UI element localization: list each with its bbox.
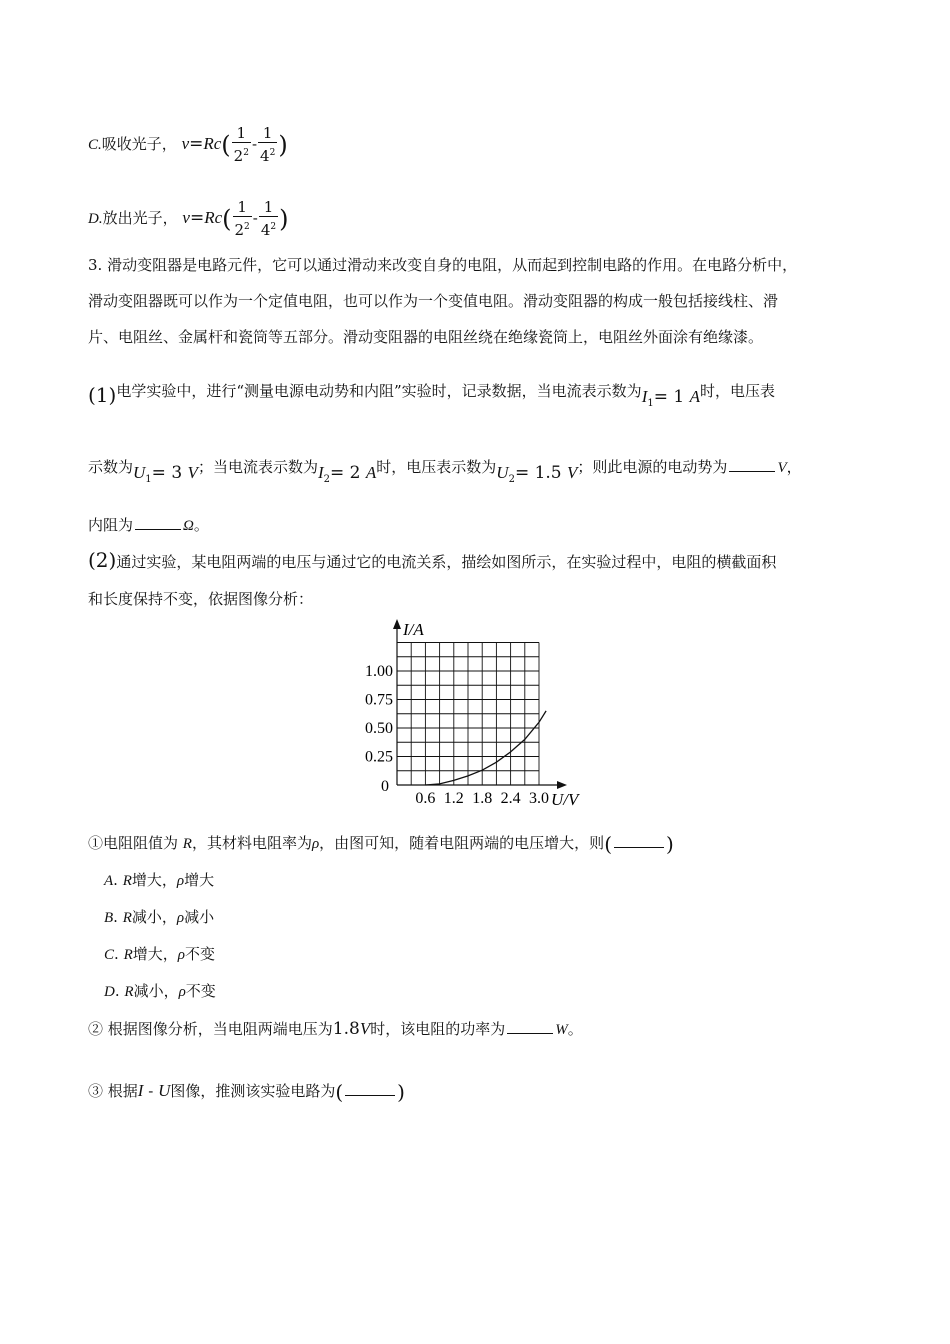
choice-d[interactable] <box>104 980 216 1003</box>
graph-axes <box>393 619 567 789</box>
option-c-eq: = <box>189 134 204 154</box>
i1-subscript: 1 <box>647 398 654 409</box>
sub3-question <box>88 1080 405 1103</box>
option-c-frac2: $\frac{1}{4^2}$ <box>260 124 276 165</box>
choice-a-r-text: 增大， <box>131 871 177 889</box>
sub1-rho-symbol: ρ <box>311 836 320 852</box>
u1-unit: V <box>187 463 198 482</box>
sub2-end-punct: 。 <box>567 1020 583 1038</box>
y-tick-label: 0.25 <box>365 748 393 766</box>
sub2-power-unit: W <box>555 1022 568 1038</box>
option-d-frac2: $\frac{1}{4^2}$ <box>260 198 277 239</box>
option-c-lhs: v <box>181 134 190 153</box>
option-c-frac1: $\frac{1}{2^2}$ <box>233 124 249 165</box>
sub3-answer-blank[interactable] <box>345 1080 395 1096</box>
choice-b-rho: ρ <box>176 910 185 926</box>
q3-intro-line1: 3. 滑动变阻器是电路元件，它可以通过滑动来改变自身的电阻，从而起到控制电路的作用。在电路分析中， <box>88 256 798 274</box>
x-tick-label: 1.2 <box>443 790 464 807</box>
choice-a-r: R <box>122 873 132 889</box>
q3-intro-line2: 滑动变阻器既可以作为一个定值电阻，也可以作为一个变值电阻。滑动变阻器的构成一般包括接线柱、滑 <box>88 292 779 310</box>
sub2-voltage-unit: V <box>359 1019 371 1038</box>
choice-b-r-text: 减小， <box>131 908 177 926</box>
option-d-frac1: $\frac{1}{2^2}$ <box>234 198 250 239</box>
y-tick-label: 0.50 <box>365 720 393 737</box>
option-d: D.放出光子， v=Rc( $\frac{1}{2^2}$ - $\frac{1}{4^2}$ ) <box>88 198 289 239</box>
i2-value: = 2 <box>330 463 366 483</box>
q3-part2-number: (2) <box>88 548 117 572</box>
u1-symbol: U <box>133 463 146 482</box>
u2-symbol: U <box>496 463 509 482</box>
x-axis-label: U/V <box>551 790 579 809</box>
choice-d-dot: . <box>114 982 125 1000</box>
emf-unit: V <box>777 460 787 476</box>
choice-b-letter: B <box>104 910 114 926</box>
sub2-text2: 时，该电阻的功率为 <box>370 1020 506 1038</box>
q3-part1-text3: 示数为 <box>88 458 134 476</box>
sub1-answer-blank[interactable] <box>614 832 664 848</box>
choice-c-dot: . <box>114 945 124 963</box>
iu-graph <box>340 615 600 815</box>
choice-b-dot: . <box>113 908 123 926</box>
sub1-close-paren: ) <box>666 832 674 856</box>
option-d-eq: = <box>189 208 205 228</box>
sub3-open-paren: ( <box>335 1080 344 1104</box>
sub1-open-paren: ( <box>604 832 612 856</box>
choice-a-rho: ρ <box>176 873 185 889</box>
choice-a-letter: A <box>104 873 114 889</box>
choice-c-rho: ρ <box>177 947 185 963</box>
y-tick-label: 1.00 <box>365 663 393 680</box>
option-d-minus: - <box>252 209 258 227</box>
sub1-text2: ，其材料电阻率为 <box>191 834 312 852</box>
emf-end-punct: ， <box>786 458 802 476</box>
sub2-power-answer-blank[interactable] <box>507 1018 553 1034</box>
choice-a[interactable] <box>104 869 214 892</box>
i2-subscript: 2 <box>323 474 330 485</box>
choice-d-r: R <box>124 984 134 1000</box>
sub3-close-paren: ) <box>397 1080 405 1104</box>
choice-c-r-text: 增大， <box>132 945 178 963</box>
sub3-u-symbol: U <box>158 1081 171 1100</box>
option-c-minus: - <box>251 135 258 153</box>
choice-a-rho-text: 增大 <box>184 871 215 889</box>
q3-part1-line1 <box>88 380 775 415</box>
sub2-voltage-value: 1.8 <box>332 1019 360 1039</box>
resistance-unit: Ω <box>183 518 194 534</box>
graph-grid <box>397 643 539 786</box>
i1-symbol: I <box>641 387 648 406</box>
q3-part2-text1: 通过实验，某电阻两端的电压与通过它的电流关系，描绘如图所示，在实验过程中，电阻的横截面积 <box>116 553 777 571</box>
i1-value: = 1 <box>653 387 690 407</box>
y-tick-label: 0.75 <box>365 691 393 709</box>
iu-curve <box>425 711 546 785</box>
choice-d-rho-text: 不变 <box>185 982 216 1000</box>
choice-b[interactable] <box>104 906 214 929</box>
sub1-r-symbol: R <box>182 836 192 852</box>
y-axis-arrow <box>393 619 401 629</box>
i1-unit: A <box>689 387 700 406</box>
sub1-text1: ①电阻阻值为 <box>88 834 183 852</box>
x-axis-arrow <box>557 781 567 789</box>
q3-intro-line3: 片、电阻丝、金属杆和瓷筒等五部分。滑动变阻器的电阻丝绕在绝缘瓷筒上，电阻丝外面涂有绝缘漆。 <box>88 328 764 346</box>
option-d-coef: Rc <box>204 208 223 227</box>
choice-c[interactable] <box>104 943 215 966</box>
q3-part1-line2 <box>88 456 802 491</box>
choice-c-r: R <box>123 947 133 963</box>
u1-value: = 3 <box>151 463 188 483</box>
choice-d-r-text: 减小， <box>133 982 179 1000</box>
sub1-question <box>88 832 674 855</box>
choice-a-dot: . <box>113 871 123 889</box>
x-tick-label: 2.4 <box>500 790 521 807</box>
y-axis-label: I/A <box>403 620 424 639</box>
u2-subscript: 2 <box>508 474 515 485</box>
option-d-label: D. <box>88 211 103 227</box>
internal-resistance-answer-blank[interactable] <box>135 514 181 530</box>
sub1-text3: ，由图可知，随着电阻两端的电压增大，则 <box>319 834 605 852</box>
choice-c-letter: C <box>104 947 115 963</box>
i2-symbol: I <box>317 463 324 482</box>
emf-answer-blank[interactable] <box>729 456 775 472</box>
option-c: C.吸收光子， v=Rc( $\frac{1}{2^2}$ - $\frac{1}{4^2}$ ) <box>88 124 288 165</box>
u2-value: = 1.5 <box>514 463 568 483</box>
q3-part2-line2: 和长度保持不变，依据图像分析： <box>88 590 314 608</box>
option-d-text: 放出光子， <box>102 209 178 227</box>
i2-unit: A <box>365 463 377 482</box>
x-tick-label: 1.8 <box>472 790 493 807</box>
option-c-label: C. <box>88 137 102 153</box>
choice-d-rho: ρ <box>178 984 186 1000</box>
choice-d-letter: D <box>104 984 115 1000</box>
option-c-coef: Rc <box>203 134 222 153</box>
option-d-lhs: v <box>182 208 190 227</box>
q3-part2-line1 <box>88 549 776 573</box>
q3-part1-text1: 电学实验中，进行“测量电源电动势和内阻”实验时，记录数据，当电流表示数为 <box>116 382 642 400</box>
q3-part1-line3 <box>88 514 209 537</box>
x-tick-label: 3.0 <box>529 790 549 807</box>
q3-part1-text4: ；当电流表示数为 <box>197 458 318 476</box>
choice-b-rho-text: 减小 <box>184 908 215 926</box>
q3-part1-text7: 内阻为 <box>88 516 134 534</box>
sub3-text2: 图像，推测该实验电路为 <box>170 1082 336 1100</box>
sub3-dash: - <box>143 1082 159 1100</box>
q3-part1-number: (1) <box>88 383 117 407</box>
origin-label: 0 <box>381 778 389 795</box>
q3-part1-text2: 时，电压表 <box>700 382 776 400</box>
option-c-text: 吸收光子， <box>101 135 177 153</box>
u2-unit: V <box>567 463 578 482</box>
sub2-text1: ② 根据图像分析，当电阻两端电压为 <box>88 1020 333 1038</box>
u1-subscript: 1 <box>145 474 152 485</box>
choice-b-r: R <box>122 910 132 926</box>
resistance-end-punct: 。 <box>193 516 209 534</box>
sub3-text1: ③ 根据 <box>88 1082 138 1100</box>
x-tick-label: 0.6 <box>415 790 436 807</box>
q3-part1-text5: 时，电压表示数为 <box>376 458 497 476</box>
sub2-question <box>88 1018 583 1041</box>
choice-c-rho-text: 不变 <box>184 945 215 963</box>
sub3-i-symbol: I <box>137 1081 144 1100</box>
q3-part1-text6: ；则此电源的电动势为 <box>577 458 728 476</box>
